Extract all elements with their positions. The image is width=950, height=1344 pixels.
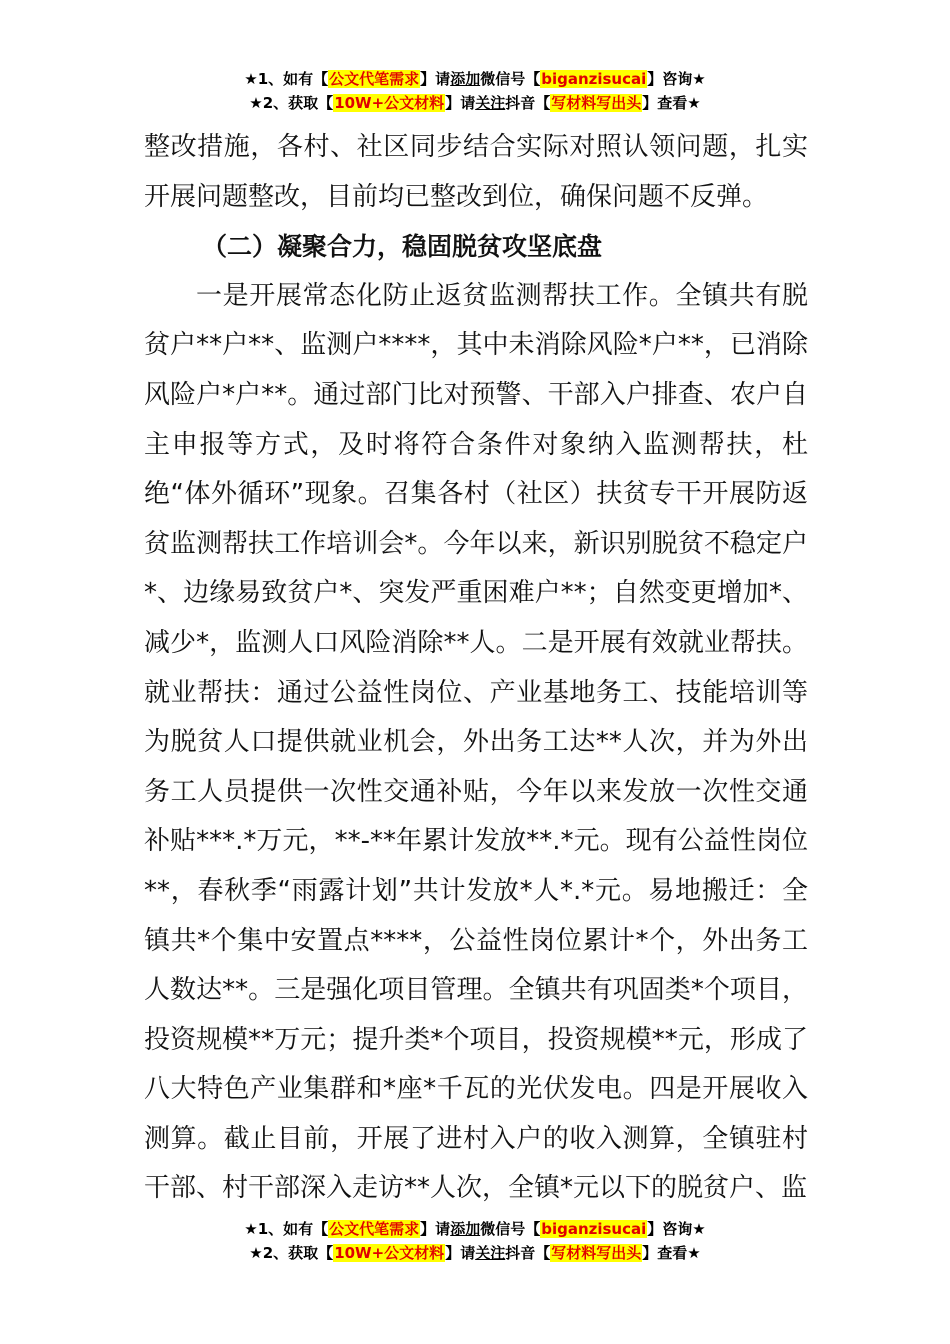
banner-text-underlined: 关注 — [475, 94, 506, 112]
banner-line-1 — [0, 67, 950, 91]
banner-text: ★2、获取【 — [249, 94, 334, 112]
banner-text: 】请 — [420, 1220, 451, 1238]
banner-text: 抖音【 — [505, 94, 551, 112]
banner-line-2 — [0, 91, 950, 115]
header-banner — [0, 67, 950, 115]
highlight-douyin-account: 写材料写出头 — [551, 94, 642, 112]
banner-text: 】咨询★ — [647, 70, 706, 88]
banner-text: 微信号【 — [480, 70, 541, 88]
banner-text-underlined: 添加 — [450, 70, 481, 88]
paragraph-poverty-monitoring: 一是开展常态化防止返贫监测帮扶工作。全镇共有脱贫户**户**、监测户****，其中未消除风险*户**，已消除风险户*户**。通过部门比对预警、干部入户排查、农户自主申报等方式，及时将符合条件对象纳入监测帮扶，杜绝“体外循环”现象。召集各村（社区）扶贫专干开展防返贫监测帮扶工作培训会*。今年以来，新识别脱贫不稳定户*、边缘易致贫户*、突发严重困难户**；自然变更增加*、减少*，监测人口风险消除**人。二是开展有效就业帮扶。就业帮扶：通过公益性岗位、产业基地务工、技能培训等为脱贫人口提供就业机会，外出务工达**人次，并为外出务工人员提供一次性交通补贴，今年以来发放一次性交通补贴***.*万元，**-**年累计发放**.*元。现有公益性岗位**，春秋季“雨露计划”共计发放*人*.*元。易地搬迁：全镇共*个集中安置点****，公益性岗位累计*个，外出务工人数达**。三是强化项目管理。全镇共有巩固类*个项目，投资规模**万元；提升类*个项目，投资规模**元，形成了八大特色产业集群和*座*千瓦的光伏发电。四是开展收入测算。截止目前，开展了进村入户的收入测算，全镇驻村干部、村干部深入走访**人次，全镇*元以下的脱贫户、监 — [144, 280, 808, 1204]
highlight-writing-service: 公文代笔需求 — [329, 70, 420, 88]
footer-banner — [0, 1217, 950, 1265]
highlight-douyin-account: 写材料写出头 — [551, 1244, 642, 1262]
highlight-wechat-id: biganzisucai — [541, 1220, 647, 1238]
banner-text: 】查看★ — [642, 94, 701, 112]
banner-line-1 — [0, 1217, 950, 1241]
banner-text: 抖音【 — [505, 1244, 551, 1262]
highlight-wechat-id: biganzisucai — [541, 70, 647, 88]
banner-text: 】查看★ — [642, 1244, 701, 1262]
banner-text: ★1、如有【 — [244, 70, 329, 88]
banner-text-underlined: 关注 — [475, 1244, 506, 1262]
banner-text-underlined: 添加 — [450, 1220, 481, 1238]
banner-text: 】请 — [420, 70, 451, 88]
highlight-materials: 10W+公文材料 — [334, 1244, 445, 1262]
banner-text: 】请 — [445, 94, 476, 112]
document-body — [144, 123, 808, 1214]
highlight-writing-service: 公文代笔需求 — [329, 1220, 420, 1238]
banner-text: ★1、如有【 — [244, 1220, 329, 1238]
banner-line-2 — [0, 1241, 950, 1265]
banner-text: 微信号【 — [480, 1220, 541, 1238]
highlight-materials: 10W+公文材料 — [334, 94, 445, 112]
banner-text: 】请 — [445, 1244, 476, 1262]
section-heading: （二）凝聚合力，稳固脱贫攻坚底盘 — [202, 232, 603, 262]
banner-text: ★2、获取【 — [249, 1244, 334, 1262]
banner-text: 】咨询★ — [647, 1220, 706, 1238]
paragraph-continued: 整改措施，各村、社区同步结合实际对照认领问题，扎实开展问题整改，目前均已整改到位，确保问题不反弹。 — [144, 132, 808, 212]
